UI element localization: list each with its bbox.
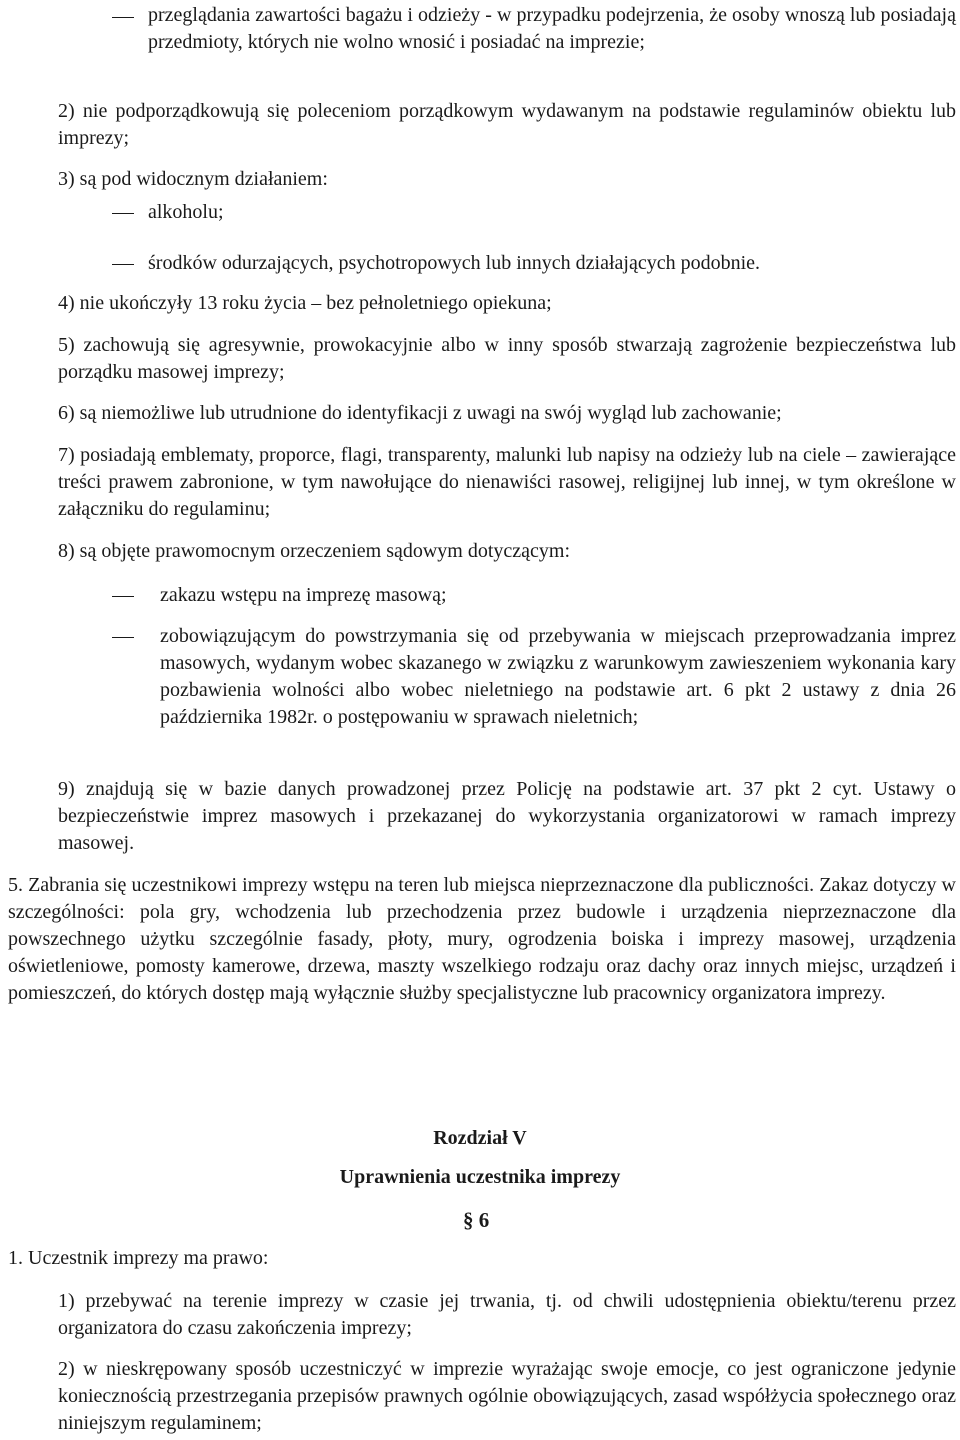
list-item: 2) nie podporządkowują się poleceniom porządkowym wydawanym na podstawie regulaminów obiektu lub imprezy; <box>58 100 956 149</box>
list-item: zobowiązującym do powstrzymania się od przebywania w miejscach przeprowadzania imprez masowych, wydanym wobec skazanego w związku z warunkowym zawieszeniem wykonania kary pozbawienia wolności albo wobec nieletniego na podstawie art. 6 pkt 2 ustawy z dnia 26 października 1982r. o postępowaniu w sprawach nieletnich; <box>160 625 956 728</box>
list-item: środków odurzających, psychotropowych lub innych działających podobnie. <box>148 252 761 274</box>
list-item: 1) przebywać na terenie imprezy w czasie jej trwania, tj. od chwili udostępnienia obiektu/terenu przez organizatora do czasu zakończenia imprezy; <box>58 1290 956 1339</box>
list-item: 4) nie ukończyły 13 roku życia – bez pełnoletniego opiekuna; <box>58 292 552 314</box>
list-item: 3) są pod widocznym działaniem: <box>58 168 328 190</box>
chapter-title: Rozdział V <box>433 1127 527 1149</box>
list-item: 5) zachowują się agresywnie, prowokacyjnie albo w inny sposób stwarzają zagrożenie bezpieczeństwa lub porządku masowej imprezy; <box>58 334 956 383</box>
paragraph: 5. Zabrania się uczestnikowi imprezy wstępu na teren lub miejsca nieprzeznaczone dla publiczności. Zakaz dotyczy w szczególności: pola gry, wchodzenia lub przechodzenia przez budowle i urządzenia nieprzeznaczone dla powszechnego użytku szczególnie fasady, płoty, mury, ogrodzenia boiska i imprezy masowej, urządzenia oświetleniowe, pomosty kamerowe, drzewa, maszty wszelkiego rodzaju oraz dachy oraz innych miejsc, urządzeń i pomieszczeń, do których dostęp mają wyłącznie służby specjalistyczne lub pracownicy organizatora imprezy. <box>8 874 956 1004</box>
bullet-dash <box>112 637 134 638</box>
list-item: 9) znajdują się w bazie danych prowadzonej przez Policję na podstawie art. 37 pkt 2 cyt. Ustawy o bezpieczeństwie imprez masowych i przekazanej do wykorzystania organizatorowi w ramach imprezy masowej. <box>58 778 956 854</box>
list-item: alkoholu; <box>148 201 224 223</box>
bullet-dash <box>112 213 134 214</box>
list-item: przeglądania zawartości bagażu i odzieży - w przypadku podejrzenia, że osoby wnoszą lub posiadają przedmioty, których nie wolno wnosić i posiadać na imprezie; <box>148 4 956 53</box>
list-item: 6) są niemożliwe lub utrudnione do identyfikacji z uwagi na swój wygląd lub zachowanie; <box>58 402 782 424</box>
section-number: § 6 <box>463 1208 490 1232</box>
list-item: 8) są objęte prawomocnym orzeczeniem sądowym dotyczącym: <box>58 540 571 562</box>
bullet-dash <box>112 596 134 597</box>
chapter-subtitle: Uprawnienia uczestnika imprezy <box>339 1166 621 1188</box>
bullet-dash <box>112 17 134 18</box>
list-item: 7) posiadają emblematy, proporce, flagi, transparenty, malunki lub napisy na odzieży lub na ciele – zawierające treści prawem zabronione, w tym nawołujące do nienawiści rasowej, religijnej lub innej, w tym określone w załączniku do regulaminu; <box>58 444 956 520</box>
list-item: 2) w nieskrępowany sposób uczestniczyć w imprezie wyrażając swoje emocje, co jest ograniczone jedynie koniecznością przestrzegania przepisów prawnych ogólnie obowiązujących, zasad współżycia społecznego oraz niniejszym regulaminem; <box>58 1358 956 1434</box>
list-item: zakazu wstępu na imprezę masową; <box>160 584 447 606</box>
bullet-dash <box>112 264 134 265</box>
paragraph: 1. Uczestnik imprezy ma prawo: <box>8 1247 269 1269</box>
